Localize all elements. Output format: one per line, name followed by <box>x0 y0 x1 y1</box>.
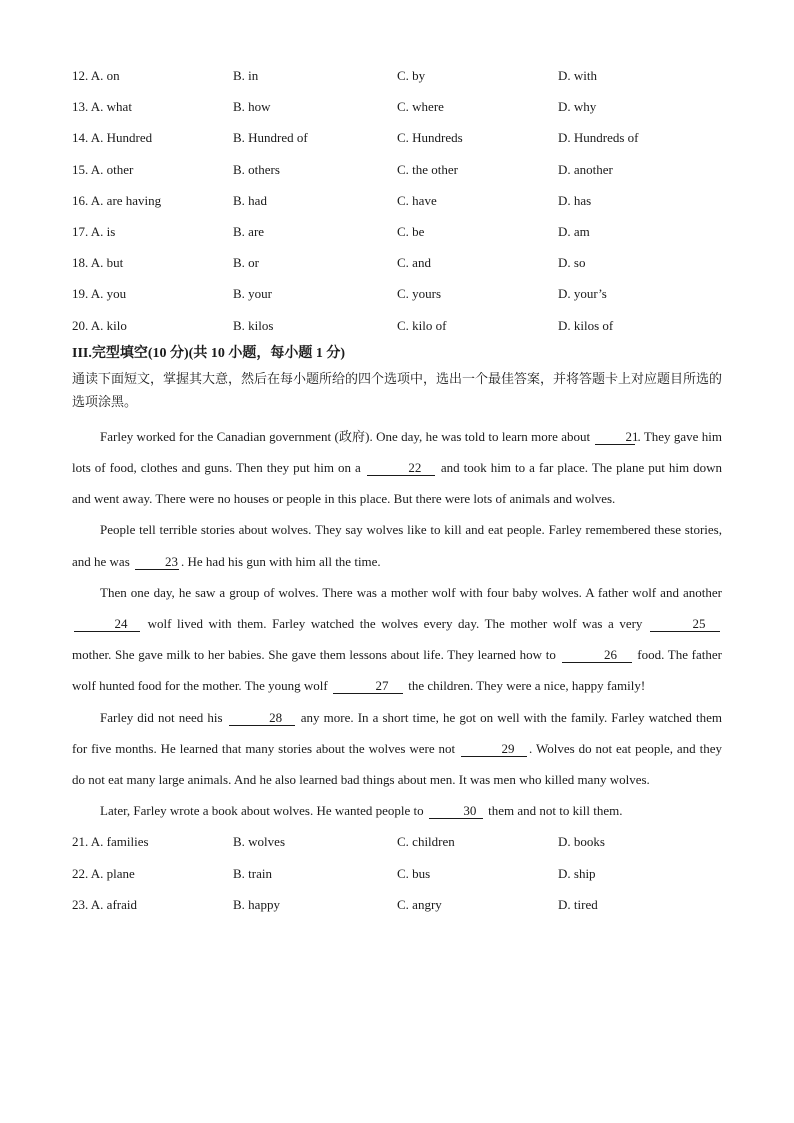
passage-text: . Wolves do not eat people, and they do not eat many large animals. And he also learned bad things about men. It was men who killed many wolves. <box>72 740 722 787</box>
option-c: C. by <box>397 68 426 83</box>
passage-text: Then one day, he saw a group of wolves. There was a mother wolf with four baby wolves. A father wolf and another <box>100 584 722 600</box>
passage-paragraph-1 <box>72 421 722 515</box>
passage-text: Later, Farley wrote a book about wolves. He wanted people to <box>100 803 424 819</box>
option-d: D. another <box>558 161 613 177</box>
passage-text: People tell terrible stories about wolves. They say wolves like to kill and eat people. Farley remembered these stories, and he was <box>72 522 722 569</box>
blank-28: 28 <box>229 710 295 726</box>
option-d: D. so <box>558 255 586 271</box>
option-a: 18. A. but <box>72 255 124 271</box>
option-a: 15. A. other <box>72 161 134 177</box>
option-c: C. be <box>397 223 425 239</box>
question-row-20 <box>72 310 722 341</box>
option-a: 13. A. what <box>72 99 132 115</box>
passage-text: and took him to a far place. The plane put him down and went away. There were no houses or people in this place. But there were lots of animals and wolves. <box>72 459 723 507</box>
question-row-12 <box>72 60 722 91</box>
option-c: C. have <box>397 192 437 208</box>
option-c: C. and <box>397 255 431 271</box>
blank-27: 27 <box>333 678 403 694</box>
passage-text: . They gave him lots of food, clothes and guns. Then they put him on a <box>72 428 722 475</box>
blank-26: 26 <box>562 647 632 663</box>
option-d: D. your’s <box>558 286 607 302</box>
question-row-19 <box>72 278 722 309</box>
question-row-17 <box>72 216 722 247</box>
passage-text: them and not to kill them. <box>488 803 623 819</box>
passage-text: any more. In a short time, he got on well with the family. Farley watched them for five months. He learned that many stories about the wolves were not <box>72 709 723 756</box>
option-d: D. why <box>558 99 597 115</box>
option-c: C. children <box>397 834 455 850</box>
passage-text: mother. She gave milk to her babies. She gave them lessons about life. They learned how to <box>72 647 556 663</box>
option-b: B. had <box>233 192 267 208</box>
option-b: B. or <box>233 255 259 271</box>
option-a: 20. A. kilo <box>72 317 127 333</box>
question-row-13 <box>72 91 722 122</box>
question-row-14 <box>72 122 722 153</box>
option-a: 14. A. Hundred <box>72 130 153 146</box>
blank-25: 25 <box>650 616 720 632</box>
option-b: B. Hundred of <box>233 130 308 146</box>
passage-text: the children. They were a nice, happy family! <box>408 678 646 694</box>
option-c: C. kilo of <box>397 317 447 333</box>
section-instruction: 通读下面短文，掌握其大意，然后在每小题所给的四个选项中，选出一个最佳答案，并将答题卡上对应题目所选的选项涂黑。 <box>72 370 723 409</box>
question-row-16 <box>72 185 722 216</box>
option-d: D. books <box>558 834 605 850</box>
option-b: B. happy <box>233 896 280 912</box>
option-a: 22. A. plane <box>72 865 135 881</box>
option-a: 12. A. on <box>72 68 120 83</box>
question-row-21 <box>72 826 722 857</box>
blank-24: 24 <box>74 616 140 632</box>
section-title: III.完型填空(10 分)(共 10 小题，每小题 1 分) <box>72 345 345 361</box>
question-row-15 <box>72 154 722 185</box>
option-d: D. kilos of <box>558 317 614 333</box>
option-d: D. ship <box>558 865 596 881</box>
option-a: 21. A. families <box>72 834 149 850</box>
passage-text: Farley worked for the Canadian government (政府). One day, he was told to learn more about <box>100 428 591 444</box>
option-c: C. Hundreds <box>397 130 463 146</box>
option-b: B. are <box>233 223 265 239</box>
passage-text: Farley did not need his <box>100 709 223 725</box>
blank-21: 21 <box>595 429 635 445</box>
option-c: C. yours <box>397 286 442 302</box>
option-b: B. your <box>233 286 272 302</box>
option-d: D. am <box>558 223 590 239</box>
passage-text: food. The father wolf hunted food for the mother. The young wolf <box>72 647 722 694</box>
exam-page <box>72 60 722 920</box>
blank-30: 30 <box>429 803 483 819</box>
question-row-23 <box>72 889 722 920</box>
question-row-22 <box>72 858 722 889</box>
option-c: C. where <box>397 99 444 115</box>
blank-22: 22 <box>367 460 435 476</box>
option-d: D. tired <box>558 896 598 912</box>
option-d: D. has <box>558 192 592 208</box>
passage-paragraph-5 <box>72 795 722 826</box>
passage-text: . He had his gun with him all the time. <box>181 553 381 569</box>
passage-paragraph-3 <box>72 577 722 702</box>
passage-paragraph-2 <box>72 514 722 576</box>
option-d: D. with <box>558 68 597 83</box>
option-c: C. bus <box>397 865 431 881</box>
option-b: B. how <box>233 99 271 115</box>
option-b: B. train <box>233 865 272 881</box>
option-c: C. angry <box>397 896 442 912</box>
options-block-bottom <box>72 826 722 920</box>
option-a: 23. A. afraid <box>72 896 137 912</box>
option-a: 19. A. you <box>72 286 127 302</box>
passage-paragraph-4 <box>72 702 722 796</box>
option-b: B. in <box>233 68 259 83</box>
option-a: 17. A. is <box>72 223 116 239</box>
blank-23: 23 <box>135 554 179 570</box>
option-b: B. kilos <box>233 317 274 333</box>
question-row-18 <box>72 247 722 278</box>
passage-text: wolf lived with them. Farley watched the wolves every day. The mother wolf was a very <box>147 615 643 631</box>
options-block-top <box>72 60 722 341</box>
option-d: D. Hundreds of <box>558 130 639 146</box>
option-a: 16. A. are having <box>72 192 162 208</box>
option-b: B. wolves <box>233 834 285 850</box>
blank-29: 29 <box>461 741 527 757</box>
option-b: B. others <box>233 161 280 177</box>
option-c: C. the other <box>397 161 459 177</box>
